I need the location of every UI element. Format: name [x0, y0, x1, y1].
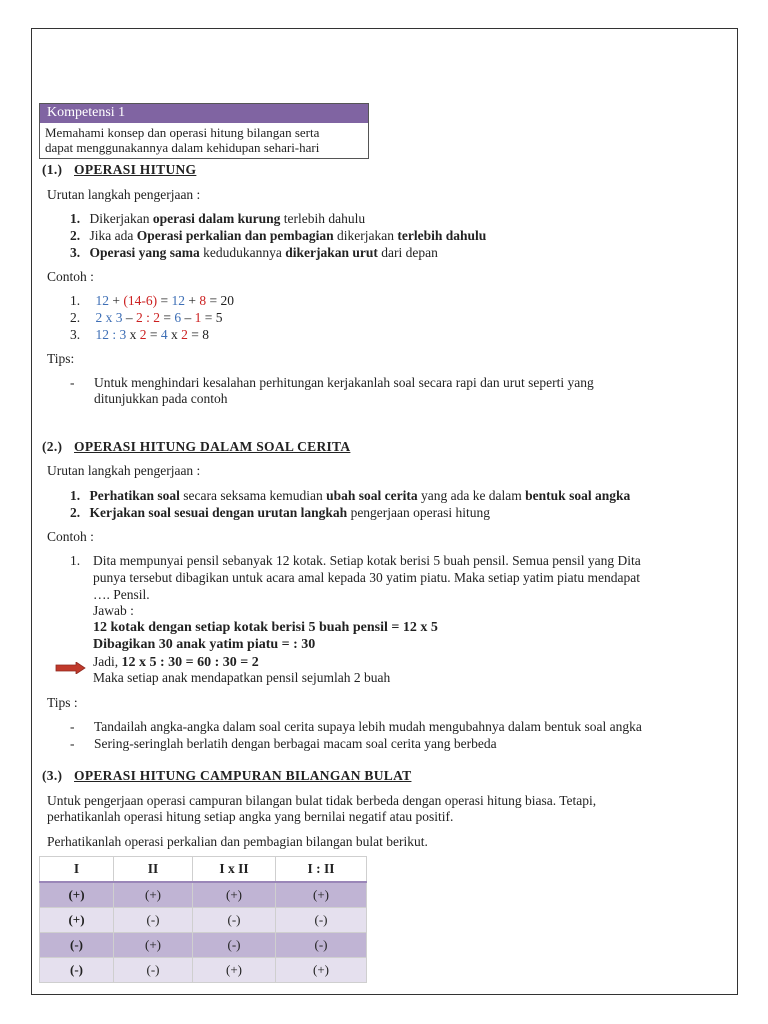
- section-3-para-1-line-2: perhatikanlah operasi hitung setiap angka yang bernilai negatif atau positif.: [47, 809, 454, 824]
- section-2-step-2: [70, 505, 490, 521]
- step-number: 2.: [70, 505, 81, 520]
- problem-line-1: Dita mempunyai pensil sebanyak 12 kotak. Setiap kotak berisi 5 buah pensil. Semua pensil yang Dita: [93, 553, 641, 568]
- section-2-intro: Urutan langkah pengerjaan :: [47, 463, 201, 478]
- example-part: x: [167, 327, 182, 342]
- table-header-cell: I x II: [193, 857, 276, 883]
- example-part: 6: [174, 310, 182, 325]
- kompetensi-body: [40, 123, 368, 158]
- example-part: =: [160, 310, 175, 325]
- example-part: = 20: [206, 293, 234, 308]
- example-number: 2.: [70, 310, 81, 325]
- section-3-number: (3.): [42, 768, 63, 783]
- example-part: +: [185, 293, 200, 308]
- example-number: 3.: [70, 327, 81, 342]
- step-number: 3.: [70, 245, 81, 260]
- table-cell: (+): [193, 882, 276, 908]
- section-2-heading: [42, 439, 350, 455]
- kompetensi-box: [39, 103, 369, 159]
- step-text: terlebih dahulu: [280, 211, 366, 226]
- step-bold: Operasi perkalian dan pembagian: [136, 228, 334, 243]
- section-1-tip-dash: -: [70, 375, 75, 390]
- table-cell: (+): [40, 908, 114, 933]
- jadi-prefix: Jadi,: [93, 654, 122, 669]
- kompetensi-line-2: dapat menggunakannya dalam kehidupan sehari-hari: [45, 140, 320, 155]
- table-cell: (-): [193, 933, 276, 958]
- step-text: pengerjaan operasi hitung: [347, 505, 491, 520]
- table-cell: (-): [276, 933, 367, 958]
- step-text: kedudukannya: [199, 245, 286, 260]
- step-text: dari depan: [377, 245, 438, 260]
- example-part: 4: [160, 327, 168, 342]
- example-1: [70, 293, 234, 309]
- example-part: +: [109, 293, 124, 308]
- jawab-label: Jawab :: [93, 603, 134, 618]
- step-bold: operasi dalam kurung: [152, 211, 281, 226]
- table-row: [40, 958, 367, 983]
- example-part: 12: [171, 293, 185, 308]
- table-cell: (-): [40, 933, 114, 958]
- example-part: –: [122, 310, 136, 325]
- table-cell: (-): [114, 908, 193, 933]
- solution-line-1: 12 kotak dengan setiap kotak berisi 5 buah pensil = 12 x 5: [93, 620, 438, 635]
- table-cell: (+): [193, 958, 276, 983]
- table-header-row: [40, 857, 367, 883]
- sign-rules-table: [39, 856, 367, 983]
- step-number: 1.: [70, 211, 81, 226]
- table-cell: (-): [40, 958, 114, 983]
- section-1-contoh-label: Contoh :: [47, 269, 94, 284]
- step-text: yang ada ke dalam: [417, 488, 526, 503]
- step-number: 2.: [70, 228, 81, 243]
- section-1-heading: [42, 162, 196, 178]
- example-part: 12 : 3: [95, 327, 127, 342]
- table-cell: (+): [276, 958, 367, 983]
- table-cell: (-): [193, 908, 276, 933]
- step-bold: ubah soal cerita: [326, 488, 418, 503]
- kompetensi-title: Kompetensi 1: [40, 104, 368, 123]
- table-row: [40, 882, 367, 908]
- kompetensi-line-1: Memahami konsep dan operasi hitung bilangan serta: [45, 125, 320, 140]
- section-3-para-1-line-1: Untuk pengerjaan operasi campuran bilangan bulat tidak berbeda dengan operasi hitung biasa. Tetapi,: [47, 793, 597, 808]
- solution-line-2: Dibagikan 30 anak yatim piatu = : 30: [93, 637, 316, 652]
- example-3: [70, 327, 209, 343]
- example-part: =: [157, 293, 172, 308]
- example-part: (14-6): [123, 293, 158, 308]
- step-bold: Kerjakan soal sesuai dengan urutan langkah: [89, 505, 348, 520]
- step-text: Dikerjakan: [89, 211, 153, 226]
- step-text: dikerjakan: [333, 228, 398, 243]
- example-part: =: [146, 327, 161, 342]
- problem-conclusion: Maka setiap anak mendapatkan pensil sejumlah 2 buah: [93, 670, 391, 685]
- example-part: 2 : 2: [136, 310, 161, 325]
- section-1-intro: Urutan langkah pengerjaan :: [47, 187, 201, 202]
- problem-line-3: …. Pensil.: [93, 587, 150, 602]
- step-text: secara seksama kemudian: [179, 488, 327, 503]
- table-cell: (+): [40, 882, 114, 908]
- example-part: –: [181, 310, 195, 325]
- problem-number: 1.: [70, 553, 81, 568]
- table-header-cell: II: [114, 857, 193, 883]
- step-number: 1.: [70, 488, 81, 503]
- section-2-tip-2-dash: -: [70, 736, 75, 751]
- section-2-tips-label: Tips :: [47, 695, 78, 710]
- jadi-result: 12 x 5 : 30 = 60 : 30 = 2: [121, 655, 259, 670]
- section-3-heading: [42, 768, 411, 784]
- example-part: 1: [194, 310, 202, 325]
- example-part: = 5: [201, 310, 223, 325]
- section-2-tip-2: Sering-seringlah berlatih dengan berbagai macam soal cerita yang berbeda: [94, 736, 497, 751]
- section-2-number: (2.): [42, 439, 63, 454]
- solution-result: [93, 654, 259, 671]
- table-row: [40, 933, 367, 958]
- table-header-cell: I: [40, 857, 114, 883]
- example-part: = 8: [187, 327, 210, 342]
- section-1-step-1: [70, 211, 365, 227]
- example-part: 2 x 3: [95, 310, 123, 325]
- section-3-para-2: Perhatikanlah operasi perkalian dan pembagian bilangan bulat berikut.: [47, 834, 428, 849]
- section-1-step-2: [70, 228, 486, 244]
- section-2-contoh-label: Contoh :: [47, 529, 94, 544]
- step-bold: dikerjakan urut: [285, 245, 378, 260]
- example-part: 12: [95, 293, 109, 308]
- section-1-title: OPERASI HITUNG: [74, 162, 197, 177]
- section-2-title: OPERASI HITUNG DALAM SOAL CERITA: [74, 439, 351, 454]
- step-bold: terlebih dahulu: [397, 228, 487, 243]
- table-cell: (-): [276, 908, 367, 933]
- section-1-number: (1.): [42, 162, 63, 177]
- section-1-tip-line-2: ditunjukkan pada contoh: [94, 391, 228, 406]
- table-cell: (+): [114, 933, 193, 958]
- section-2-tip-1-dash: -: [70, 719, 75, 734]
- step-bold: bentuk soal angka: [525, 488, 631, 503]
- example-part: 8: [199, 293, 207, 308]
- step-bold: Perhatikan soal: [89, 488, 180, 503]
- table-cell: (+): [276, 882, 367, 908]
- table-cell: (+): [114, 882, 193, 908]
- step-text: Jika ada: [89, 228, 137, 243]
- section-1-step-3: [70, 245, 438, 261]
- problem-line-2: punya tersebut dibagikan untuk acara amal kepada 30 yatim piatu. Maka setiap yatim piatu mendapat: [93, 570, 640, 585]
- section-3-title: OPERASI HITUNG CAMPURAN BILANGAN BULAT: [74, 768, 412, 783]
- example-part: 2: [139, 327, 147, 342]
- right-arrow-icon: [55, 662, 86, 674]
- table-row: [40, 908, 367, 933]
- example-part: x: [126, 327, 140, 342]
- table-header-cell: I : II: [276, 857, 367, 883]
- section-2-step-1: [70, 488, 630, 504]
- section-1-tips-label: Tips:: [47, 351, 75, 366]
- example-part: 2: [181, 327, 188, 342]
- section-1-tip-line-1: Untuk menghindari kesalahan perhitungan kerjakanlah soal secara rapi dan urut seperti yang: [94, 375, 594, 390]
- example-2: [70, 310, 223, 326]
- section-2-tip-1: Tandailah angka-angka dalam soal cerita supaya lebih mudah mengubahnya dalam bentuk soal angka: [94, 719, 642, 734]
- example-number: 1.: [70, 293, 81, 308]
- step-bold: Operasi yang sama: [89, 245, 200, 260]
- table-cell: (-): [114, 958, 193, 983]
